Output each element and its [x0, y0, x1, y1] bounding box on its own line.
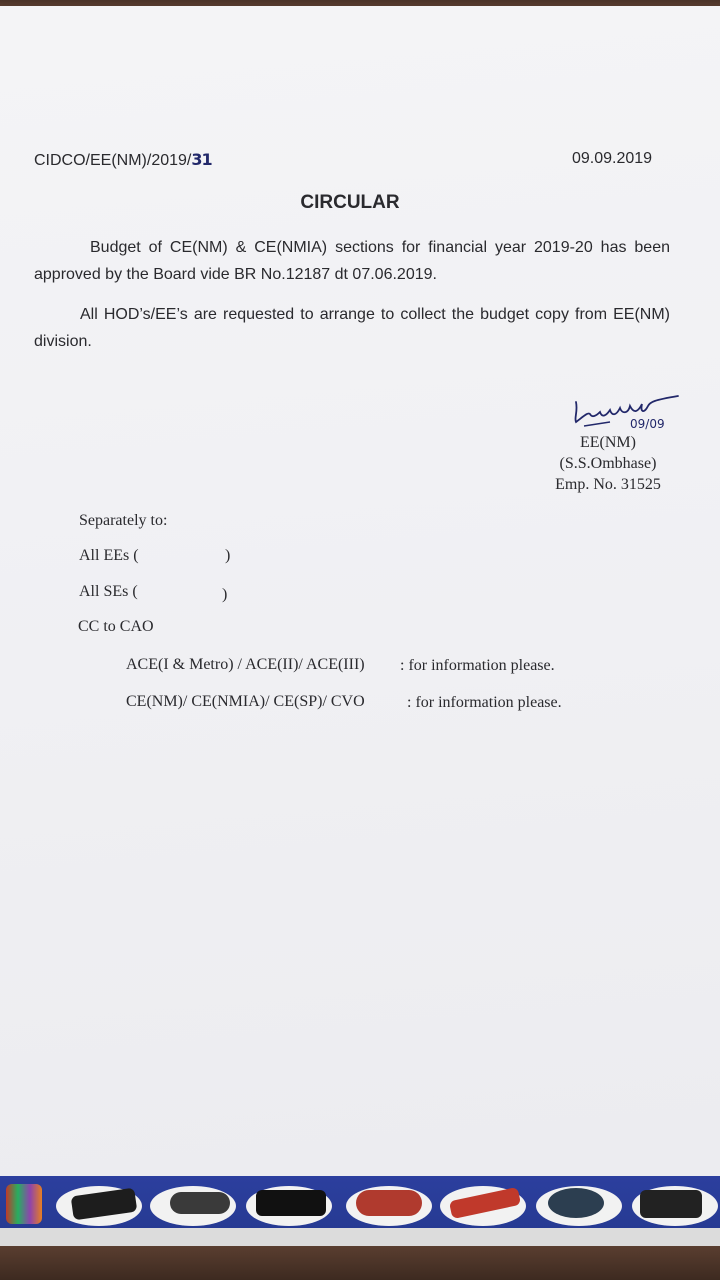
cc-recipients-line-2: CE(NM)/ CE(NMIA)/ CE(SP)/ CVO — [126, 693, 365, 710]
handwritten-reference-number: 31 — [191, 150, 212, 169]
banner-bottom-edge — [0, 1228, 720, 1246]
body-paragraph-1: Budget of CE(NM) & CE(NMIA) sections for financial year 2019-20 has been approved by the Board vide BR No.12187 dt 07.06.2019. — [34, 239, 670, 283]
signatory-emp-no: Emp. No. 31525 — [555, 476, 661, 493]
folder-image — [256, 1190, 326, 1216]
cc-line-1-note: : for information please. — [400, 657, 555, 674]
signature-block — [518, 432, 698, 495]
table-surface-bottom — [0, 1246, 720, 1280]
document-date: 09.09.2019 — [572, 150, 653, 167]
disc-image — [548, 1188, 604, 1218]
all-ses-line: All SEs ( — [79, 583, 138, 600]
separately-to-label: Separately to: — [79, 512, 168, 529]
pens-image — [6, 1184, 42, 1224]
signatory-designation: EE(NM) — [580, 434, 636, 451]
product-banner-strip — [0, 1176, 720, 1232]
handwritten-signature — [570, 392, 682, 434]
signatory-name: (S.S.Ombhase) — [559, 455, 657, 472]
all-ses-close-paren: ) — [222, 586, 228, 603]
cc-line-2-note: : for information please. — [407, 694, 562, 711]
circular-document-page — [0, 6, 720, 1182]
tray-image — [356, 1190, 422, 1216]
body-paragraph-2: All HOD’s/EE’s are requested to arrange to collect the budget copy from EE(NM) division. — [34, 306, 670, 350]
cc-recipients-line-1: ACE(I & Metro) / ACE(II)/ ACE(III) — [126, 656, 365, 673]
signature-date: 09/09 — [630, 417, 665, 431]
reference-number — [34, 150, 212, 170]
box-image — [640, 1190, 702, 1218]
document-title: CIRCULAR — [300, 192, 400, 213]
all-ees-line: All EEs ( — [79, 547, 139, 564]
cc-to-label: CC to CAO — [78, 618, 154, 635]
all-ees-close-paren: ) — [225, 547, 231, 564]
gadget-image — [170, 1192, 230, 1214]
reference-prefix: CIDCO/EE(NM)/2019/ — [34, 152, 192, 169]
